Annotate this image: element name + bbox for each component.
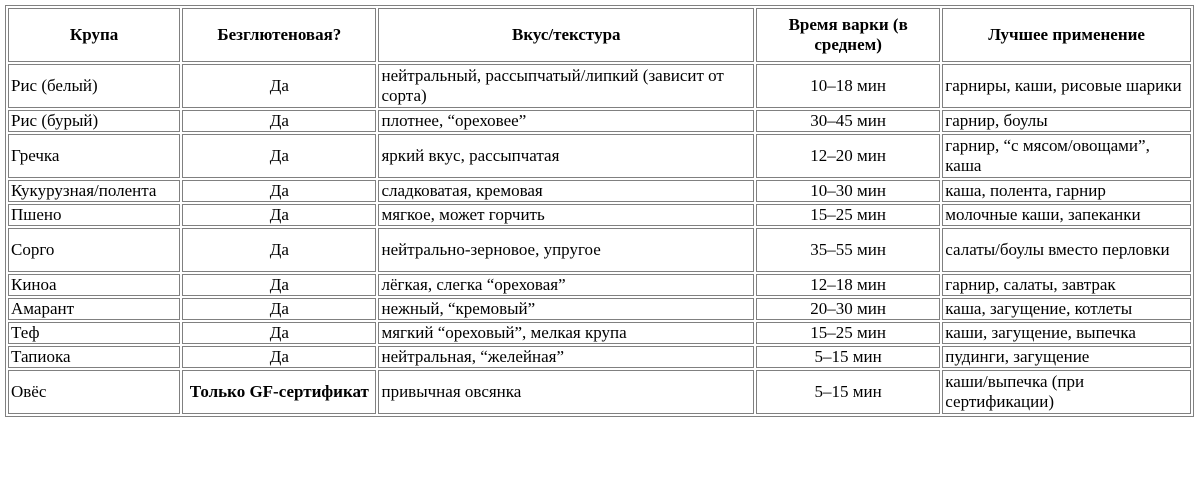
cell-use: гарнир, “с мясом/овощами”, каша	[942, 134, 1191, 178]
cell-taste: сладковатая, кремовая	[378, 180, 754, 202]
cell-use: молочные каши, запеканки	[942, 204, 1191, 226]
cell-taste: яркий вкус, рассыпчатая	[378, 134, 754, 178]
cell-gluten-free: Да	[182, 228, 376, 272]
cell-grain: Кукурузная/полента	[8, 180, 180, 202]
cell-grain: Гречка	[8, 134, 180, 178]
cell-time: 20–30 мин	[756, 298, 940, 320]
cell-gluten-free: Да	[182, 110, 376, 132]
table-row	[8, 110, 1191, 132]
cell-gluten-free: Да	[182, 204, 376, 226]
cell-grain: Киноа	[8, 274, 180, 296]
table-row	[8, 204, 1191, 226]
cell-gluten-free: Да	[182, 180, 376, 202]
cell-gluten-free: Да	[182, 298, 376, 320]
table-row	[8, 322, 1191, 344]
cell-gluten-free: Да	[182, 134, 376, 178]
header-gluten-free: Безглютеновая?	[182, 8, 376, 62]
cell-time: 15–25 мин	[756, 322, 940, 344]
cell-time: 35–55 мин	[756, 228, 940, 272]
cell-gluten-free: Да	[182, 64, 376, 108]
cell-use: каша, загущение, котлеты	[942, 298, 1191, 320]
cell-taste: плотнее, “ореховее”	[378, 110, 754, 132]
table-row	[8, 134, 1191, 178]
cell-grain: Пшено	[8, 204, 180, 226]
cell-taste: привычная овсянка	[378, 370, 754, 414]
cell-use: каши/выпечка (при сертификации)	[942, 370, 1191, 414]
cell-grain: Теф	[8, 322, 180, 344]
cell-time: 10–30 мин	[756, 180, 940, 202]
header-grain: Крупа	[8, 8, 180, 62]
cell-grain: Рис (белый)	[8, 64, 180, 108]
cell-use: пудинги, загущение	[942, 346, 1191, 368]
cell-taste: нейтральный, рассыпчатый/липкий (зависит от сорта)	[378, 64, 754, 108]
cell-gluten-free: Да	[182, 322, 376, 344]
table-row	[8, 298, 1191, 320]
table-row	[8, 64, 1191, 108]
cell-time: 10–18 мин	[756, 64, 940, 108]
cell-grain: Овёс	[8, 370, 180, 414]
table-row	[8, 274, 1191, 296]
cell-taste: нейтрально-зерновое, упругое	[378, 228, 754, 272]
cell-taste: нежный, “кремовый”	[378, 298, 754, 320]
cell-taste: лёгкая, слегка “ореховая”	[378, 274, 754, 296]
cell-time: 12–20 мин	[756, 134, 940, 178]
cell-use: гарнир, боулы	[942, 110, 1191, 132]
cell-time: 5–15 мин	[756, 346, 940, 368]
cell-use: каша, полента, гарнир	[942, 180, 1191, 202]
cell-grain: Рис (бурый)	[8, 110, 180, 132]
cell-gluten-free: Только GF-сертификат	[182, 370, 376, 414]
table-row	[8, 346, 1191, 368]
header-best-use: Лучшее применение	[942, 8, 1191, 62]
header-row	[8, 8, 1191, 62]
cell-gluten-free: Да	[182, 346, 376, 368]
table-row	[8, 180, 1191, 202]
cell-time: 5–15 мин	[756, 370, 940, 414]
table-row	[8, 228, 1191, 272]
cell-gluten-free: Да	[182, 274, 376, 296]
cell-use: каши, загущение, выпечка	[942, 322, 1191, 344]
table-row	[8, 370, 1191, 414]
cell-taste: мягкое, может горчить	[378, 204, 754, 226]
cell-taste: мягкий “ореховый”, мелкая крупа	[378, 322, 754, 344]
cell-grain: Амарант	[8, 298, 180, 320]
cell-taste: нейтральная, “желейная”	[378, 346, 754, 368]
cell-grain: Тапиока	[8, 346, 180, 368]
cell-time: 15–25 мин	[756, 204, 940, 226]
cell-use: гарниры, каши, рисовые шарики	[942, 64, 1191, 108]
grain-table-wrapper	[5, 5, 1194, 417]
cell-time: 30–45 мин	[756, 110, 940, 132]
cell-use: гарнир, салаты, завтрак	[942, 274, 1191, 296]
cell-grain: Сорго	[8, 228, 180, 272]
header-taste-texture: Вкус/текстура	[378, 8, 754, 62]
cell-time: 12–18 мин	[756, 274, 940, 296]
grain-table	[5, 5, 1194, 417]
cell-use: салаты/боулы вместо перловки	[942, 228, 1191, 272]
header-cooking-time: Время варки (в среднем)	[756, 8, 940, 62]
